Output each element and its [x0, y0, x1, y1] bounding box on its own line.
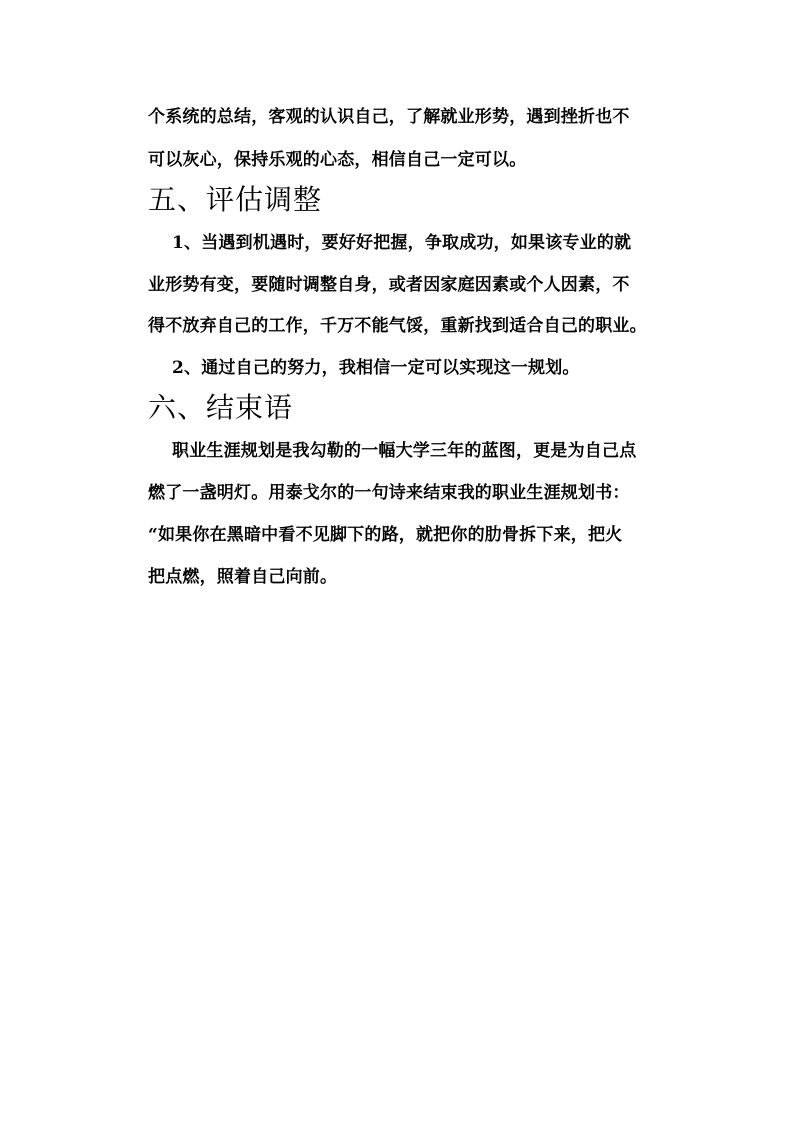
section-6-para-line-2: 燃了一盏明灯。用泰戈尔的一句诗来结束我的职业生涯规划书：	[148, 483, 630, 503]
intro-line-1: 个系统的总结，客观的认识自己，了解就业形势，遇到挫折也不	[148, 107, 630, 127]
section-6-para-line-4: 把点燃，照着自己向前。	[148, 567, 338, 587]
section-5-para-1-line-2: 业形势有变，要随时调整自身，或者因家庭因素或个人因素，不	[148, 275, 630, 295]
section-5-heading: 五、评估调整	[148, 183, 323, 216]
section-5-para-1-line-1: 1、当遇到机遇时，要好好把握，争取成功，如果该专业的就	[172, 233, 632, 253]
section-6-para-line-3: “如果你在黑暗中看不见脚下的路，就把你的肋骨拆下来，把火	[148, 525, 623, 545]
section-6-heading: 六、结束语	[148, 391, 294, 424]
section-5-para-1-line-3: 得不放弃自己的工作，千万不能气馁，重新找到适合自己的职业。	[148, 316, 647, 336]
section-6-para-line-1: 职业生涯规划是我勾勒的一幅大学三年的蓝图，更是为自己点	[172, 441, 637, 461]
section-5-para-2-line-1: 2、通过自己的努力，我相信一定可以实现这一规划。	[172, 358, 580, 378]
intro-line-2: 可以灰心，保持乐观的心态，相信自己一定可以。	[148, 150, 527, 170]
